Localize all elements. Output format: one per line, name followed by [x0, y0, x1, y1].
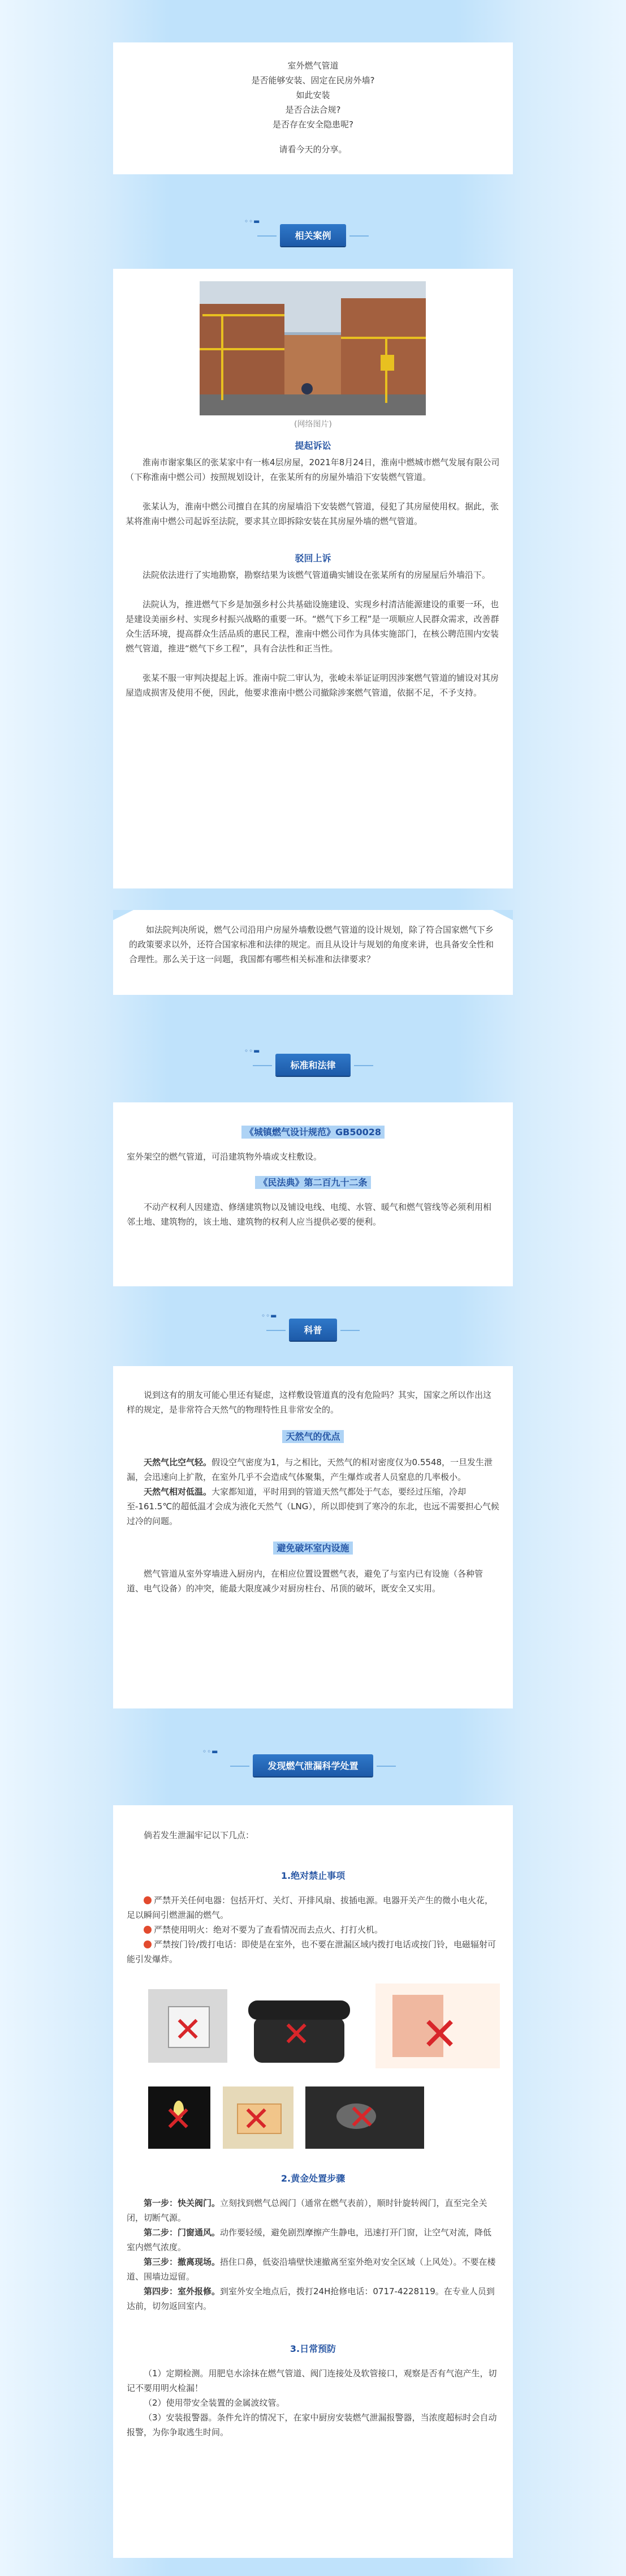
step-text: 动作要轻缓，避免剧烈摩擦产生静电，迅速打开门窗，让空气对流，降低室内燃气浓度。	[127, 2227, 492, 2252]
warning-dot-icon	[144, 1940, 152, 1948]
paragraph-body: 大家都知道，平时用到的管道天然气都处于气态，要经过压缩，冷却至-161.5℃的超低温才会成为液化天然气（LNG），所以即使到了寒冷的东北，也远不需要担心气候过冷的问题。	[127, 1487, 499, 1526]
badge-dots: ◦◦▬	[202, 1748, 219, 1755]
photo-caption: (网络图片)	[294, 420, 332, 429]
law-section-badge: 标准和法律	[275, 1054, 350, 1076]
step-item	[127, 2284, 499, 2313]
step-item	[127, 2255, 499, 2284]
lighter-image	[148, 2086, 210, 2149]
intro-line: 请看今天的分享。	[279, 144, 347, 154]
warning-dot-icon	[144, 1896, 152, 1904]
step-label: 第三步：撤离现场。	[144, 2257, 221, 2267]
forbidden-x-icon: ✕	[421, 2008, 459, 2060]
leak-card	[113, 1805, 513, 2558]
law-heading-civil-code: 《民法典》第二百九十二条	[255, 1176, 370, 1189]
leak-intro: 倘若发生泄漏牢记以下几点：	[144, 1830, 254, 1840]
science-paragraph-lowtemp	[127, 1484, 499, 1529]
law-paragraph: 不动产权利人因建造、修缮建筑物以及铺设电线、电缆、水管、暖气和燃气管线等必须利用相邻土地、建筑物的，该土地、建筑物的权利人应当提供必要的便利。	[127, 1202, 492, 1227]
prohibited-text: 严禁使用明火：绝对不要为了查看情况而去点火、打打火机。	[154, 1925, 383, 1935]
prohibited-item	[127, 1922, 499, 1937]
quote-card	[113, 910, 513, 995]
forbidden-x-icon: ✕	[174, 2010, 202, 2050]
intro-line: 是否能够安装、固定在民房外墙?	[251, 75, 375, 85]
law-heading-gb50028: 《城镇燃气设计规范》GB50028	[241, 1126, 385, 1139]
leak-badge-wrap	[96, 1754, 530, 1776]
prohibited-text: 严禁按门铃/拨打电话：即使是在室外，也不要在泄漏区域内拨打电话或按门铃，电磁辐射可能引发爆炸。	[127, 1939, 497, 1964]
intro-card	[113, 42, 513, 174]
paragraph-body: 假设空气密度为1，与之相比，天然气的相对密度仅为0.5548，一旦发生泄漏，会迅速向上扩散，在室外几乎不会造成气体聚集，产生爆炸或者人员窒息的几率极小。	[127, 1457, 493, 1482]
science-badge-wrap	[96, 1319, 530, 1341]
case-badge-wrap	[96, 224, 530, 246]
step-text: 到室外安全地点后，拨打24H抢修电话：0717-4228119。在专业人员到达前，切勿返回室内。	[127, 2286, 495, 2311]
intro-line: 如此安装	[296, 90, 330, 100]
bold-lead: 天然气相对低温。	[144, 1487, 212, 1497]
subtitle-rejected: 驳回上诉	[295, 553, 331, 564]
matches-image	[223, 2086, 293, 2149]
law-card	[113, 1102, 513, 1286]
leak-heading-prevention: 3.日常预防	[290, 2343, 336, 2354]
science-card	[113, 1366, 513, 1708]
prohibited-images-row-2	[127, 2086, 499, 2160]
science-heading-indoor: 避免破坏室内设施	[273, 1542, 352, 1555]
step-label: 第四步：室外报修。	[144, 2286, 221, 2296]
intro-spacer	[124, 132, 502, 142]
prohibited-item	[127, 1937, 499, 1967]
case-paragraph: 法院依法进行了实地勘察，勘察结果为该燃气管道确实铺设在张某所有的房屋屋后外墙沿下。	[143, 570, 491, 580]
badge-dots: ◦◦▬	[244, 1047, 261, 1055]
subtitle-lawsuit: 提起诉讼	[295, 440, 331, 451]
law-badge-wrap	[96, 1054, 530, 1076]
step-item	[127, 2196, 499, 2225]
science-section-badge: 科普	[289, 1319, 336, 1341]
intro-line: 是否合法合规?	[285, 105, 341, 115]
case-card	[113, 269, 513, 888]
step-text: 立刻找到燃气总阀门（通常在燃气表前），顺时针旋转阀门，直至完全关闭，切断气源。	[127, 2198, 487, 2223]
science-paragraph-lighter	[127, 1455, 499, 1484]
case-paragraph: 张某不服一审判决提起上诉。淮南中院二审认为，张峻未举证证明因涉案燃气管道的铺设对其房屋造成损害及使用不便，因此，他要求淮南中燃公司撤除涉案燃气管道，依据不足，不予支持。	[126, 673, 499, 698]
step-item	[127, 2225, 499, 2255]
bold-lead: 天然气比空气轻。	[144, 1457, 212, 1467]
prohibited-images-row-1	[127, 1983, 499, 2080]
quote-corner	[493, 910, 513, 920]
case-section-badge: 相关案例	[280, 224, 346, 246]
warning-dot-icon	[144, 1926, 152, 1934]
intro-line: 是否存在安全隐患呢?	[273, 119, 353, 130]
prevention-item: （3）安装报警器。条件允许的情况下，在家中厨房安装燃气泄漏报警器，当浓度超标时会自动报警，为你争取逃生时间。	[127, 2412, 497, 2437]
prohibited-item	[127, 1893, 499, 1922]
quote-text: 如法院判决所说，燃气公司沿用户房屋外墙敷设燃气管道的设计规划，除了符合国家燃气下乡的政策要求以外，还符合国家标准和法律的规定。而且从设计与规划的角度来讲，也具备安全性和合理性。那么关于这一问题，我国都有哪些相关标准和法律要求？	[129, 925, 494, 964]
intro-line: 室外燃气管道	[287, 61, 339, 71]
badge-dots: ◦◦▬	[244, 217, 261, 225]
forbidden-x-icon: ✕	[348, 2098, 377, 2137]
telephone-image	[243, 1983, 356, 2068]
step-text: 捂住口鼻，低姿沿墙壁快速撤离至室外绝对安全区域（上风处）。不要在楼道、围墙边逗留。	[127, 2257, 496, 2282]
step-label: 第二步：门窗通风。	[144, 2227, 221, 2238]
leak-section-badge: 发现燃气泄漏科学处置	[253, 1754, 373, 1776]
gas-stove-image	[305, 2086, 424, 2149]
science-heading-advantages: 天然气的优点	[282, 1430, 343, 1443]
forbidden-x-icon: ✕	[164, 2100, 193, 2139]
science-paragraph: 燃气管道从室外穿墙进入厨房内，在相应位置设置燃气表，避免了与室内已有设施（各种管道、电气设备）的冲突，能最大限度减少对厨房柱台、吊顶的破坏，既安全又实用。	[127, 1569, 483, 1594]
case-paragraph: 法院认为，推进燃气下乡是加强乡村公共基础设施建设、实现乡村清洁能源建设的重要一环，也是建设美丽乡村、实现乡村振兴战略的重要一环。“燃气下乡工程”是一项顺应人民群众需求，改善群众生活环境，提高群众生活品质的惠民工程，淮南中燃公司作为具体实施部门，在核公聘范围内安装燃气管道，推进“燃气下乡工程”，具有合法性和正当性。	[126, 599, 499, 654]
leak-heading-prohibited: 1.绝对禁止事项	[280, 1870, 346, 1881]
case-paragraph: 淮南市谢家集区的张某家中有一栋4层房屋，2021年8月24日，淮南中燃城市燃气发展有限公司（下称淮南中燃公司）按照规划设计，在张某所有的房屋外墙沿下安装燃气管道。	[126, 457, 500, 482]
doorbell-image	[375, 1983, 500, 2068]
prevention-item: （1）定期检测。用肥皂水涂抹在燃气管道、阀门连接处及软管接口，观察是否有气泡产生，切记不要用明火检漏！	[127, 2368, 497, 2393]
law-paragraph: 室外架空的燃气管道，可沿建筑物外墙或支柱敷设。	[127, 1152, 322, 1162]
case-paragraph: 张某认为，淮南中燃公司擅自在其的房屋墙沿下安装燃气管道，侵犯了其房屋使用权。据此，张某将淮南中燃公司起诉至法院，要求其立即拆除安装在其房屋外墙的燃气管道。	[126, 501, 499, 526]
step-label: 第一步：快关阀门。	[144, 2198, 221, 2208]
forbidden-x-icon: ✕	[242, 2100, 271, 2139]
leak-heading-steps: 2.黄金处置步骤	[280, 2173, 346, 2184]
case-photo	[200, 281, 426, 415]
badge-dots: ◦◦▬	[261, 1312, 278, 1320]
article-column	[96, 0, 530, 2576]
quote-corner	[113, 910, 133, 920]
prohibited-text: 严禁开关任何电器：包括开灯、关灯、开排风扇、拔插电源。电器开关产生的微小电火花，足以瞬间引燃泄漏的燃气。	[127, 1895, 494, 1920]
science-paragraph: 说到这有的朋友可能心里还有疑虑，这样敷设管道真的没有危险吗？其实，国家之所以作出这样的规定，是非常符合天然气的物理特性且非常安全的。	[127, 1390, 492, 1415]
prevention-item: （2）使用带安全装置的金属波纹管。	[144, 2398, 285, 2408]
forbidden-x-icon: ✕	[282, 2015, 311, 2054]
light-switch-image	[148, 1989, 227, 2063]
